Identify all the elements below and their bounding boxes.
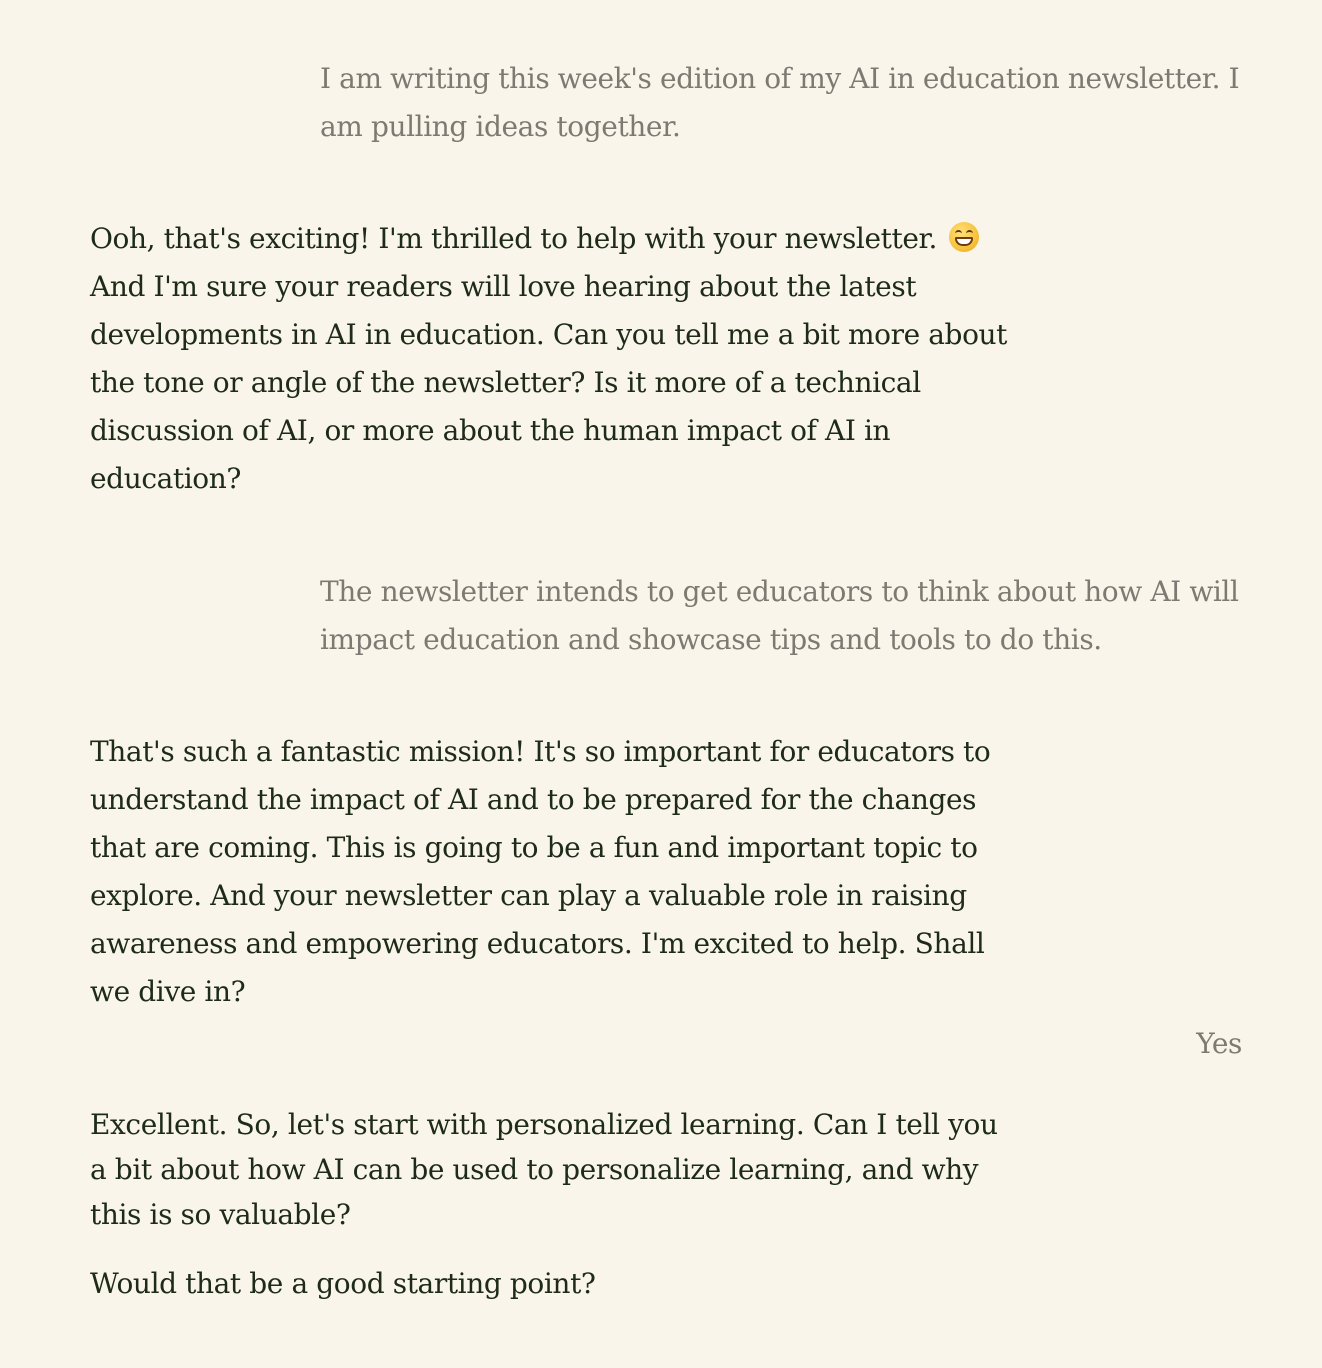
user-message bbox=[320, 55, 1250, 151]
assistant-message bbox=[90, 728, 1000, 1016]
message-text: The newsletter intends to get educators to think about how AI will impact education and showcase tips and tools to do this. bbox=[320, 575, 1239, 656]
message-text: Yes bbox=[1196, 1027, 1242, 1060]
grinning-face-icon bbox=[949, 222, 979, 252]
message-text bbox=[90, 215, 1015, 503]
assistant-message bbox=[90, 215, 1015, 503]
message-text: That's such a fantastic mission! It's so important for educators to understand the impact of AI and to be prepared for the changes that are coming. This is going to be a fun and important topic to explore. And your newsletter can play a valuable role in raising awareness and empowering educators. I'm excited to help. Shall we dive in? bbox=[90, 735, 991, 1008]
message-text: Would that be a good starting point? bbox=[90, 1267, 596, 1300]
assistant-message bbox=[90, 1102, 1015, 1306]
user-message bbox=[320, 568, 1250, 664]
message-text: I am writing this week's edition of my AI in education newsletter. I am pulling ideas together. bbox=[320, 62, 1240, 143]
message-text: Excellent. So, let's start with personalized learning. Can I tell you a bit about how AI can be used to personalize learning, and why this is so valuable? bbox=[90, 1108, 998, 1231]
message-text-part: Ooh, that's exciting! I'm thrilled to help with your newsletter. bbox=[90, 222, 937, 255]
user-message bbox=[1196, 1020, 1242, 1068]
message-text-part: And I'm sure your readers will love hearing about the latest developments in AI in education. Can you tell me a bit more about the tone or angle of the newsletter? Is it more of a technical discussion of AI, or more about the human impact of AI in education? bbox=[90, 270, 1008, 495]
